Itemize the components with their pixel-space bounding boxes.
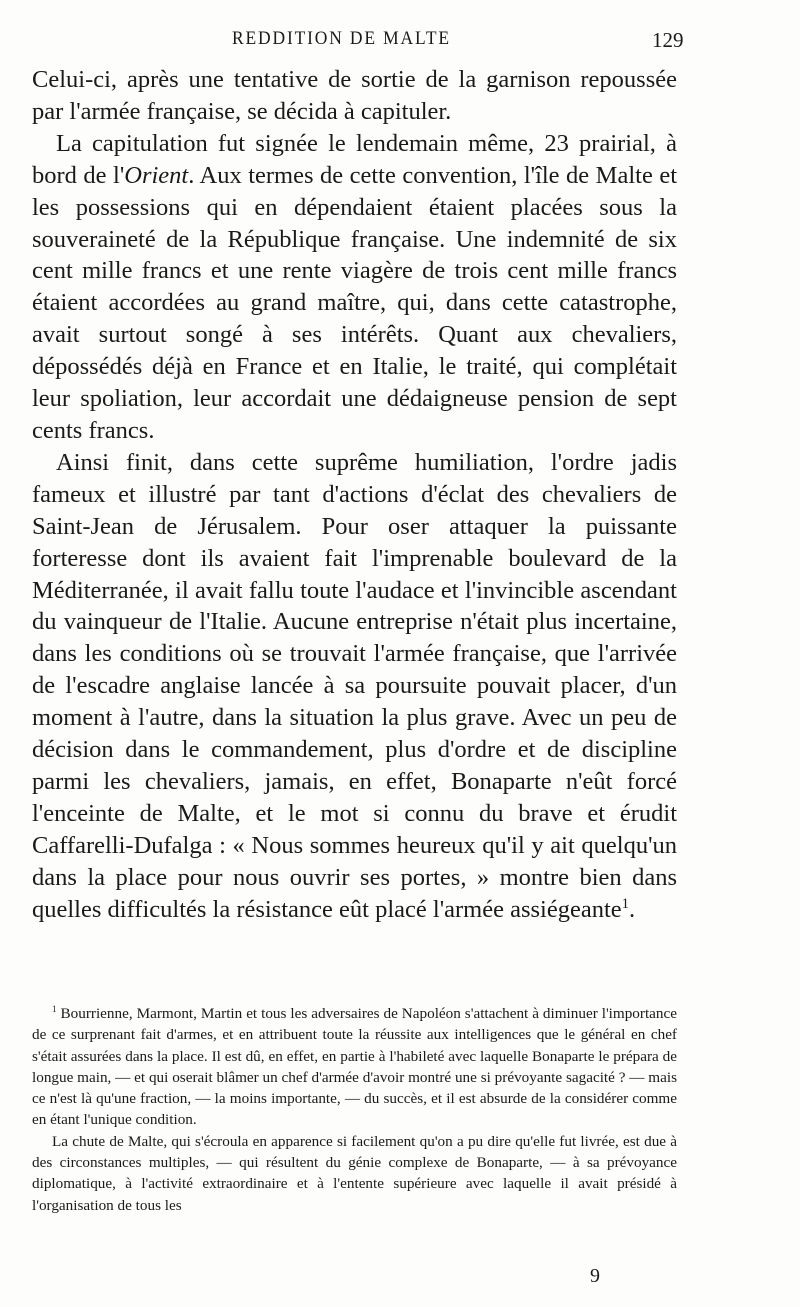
signature-mark: 9 [590,1265,600,1287]
page-header [32,28,684,58]
paragraph-3-end: . [629,895,636,923]
page-number: 129 [652,28,684,52]
footnote-reference: 1 [621,895,629,912]
footnote-1-text: Bourrienne, Marmont, Martin et tous les adversaires de Napoléon s'attachent à diminuer l'importance de ce surprenant fait d'armes, et en attribuent toute la réussite aux intelligences que le général en chef s'était assurées dans la place. Il est dû, en effet, en partie à l'habileté avec laquelle Bonaparte le prépara de longue main, — et qui oserait blâmer un chef d'armée d'avoir montré une si prévoyante sagacité ? — mais ce n'est là qu'une fraction, — la moins importante, — du succès, et il est absurde de la considérer comme en étant l'unique condition. [32,1005,677,1129]
running-title: REDDITION DE MALTE [232,28,451,49]
paragraph-2-part-1: La capitulation fut signée le lendemain même, 23 prairial, à bord de l' [32,129,677,189]
main-text [32,64,677,925]
footnote-2: La chute de Malte, qui s'écroula en apparence si facilement qu'on a pu dire qu'elle fut livrée, est due à des circonstances multiples, — qui résultent du génie complexe de Bonaparte, — à sa prévoyance diplomatique, à l'activité extraordinaire et à l'entente supérieure avec laquelle il avait présidé à l'organisation de tous les [32,1132,677,1214]
footnotes [32,1003,677,1216]
ship-name-italic: Orient [124,161,189,189]
footnote-1 [32,1003,677,1131]
paragraph-2 [32,128,677,447]
paragraph-2-part-2: . Aux termes de cette convention, l'île de Malte et les possessions qui en dépendaient étaient placées sous la souveraineté de la République française. Une indemnité de six cent mille francs et une rente viagère de trois cent mille francs étaient accordées au grand maître, qui, dans cette catastrophe, avait surtout songé à ses intérêts. Quant aux chevaliers, dépossédés déjà en France et en Italie, le traité, qui complétait leur spoliation, leur accordait une dédaigneuse pension de sept cents francs. [32,161,678,444]
footnote-1-marker: 1 [52,1003,57,1014]
paragraph-1: Celui-ci, après une tentative de sortie de la garnison repoussée par l'armée française, se décida à capituler. [32,66,677,125]
paragraph-3-text: Ainsi finit, dans cette suprême humiliation, l'ordre jadis fameux et illustré par tant d'actions d'éclat des chevaliers de Saint-Jean de Jérusalem. Pour oser attaquer la puissante forteresse dont ils avaient fait l'imprenable boulevard de la Méditerranée, il avait fallu toute l'audace et l'invincible ascendant du vainqueur de l'Italie. Aucune entreprise n'était plus incertaine, dans les conditions où se trouvait l'armée française, que l'arrivée de l'escadre anglaise lancée à sa poursuite pouvait placer, d'un moment à l'autre, dans la situation la plus grave. Avec un peu de décision dans le commandement, plus d'ordre et de discipline parmi les chevaliers, jamais, en effet, Bonaparte n'eût forcé l'enceinte de Malte, et le mot si connu du brave et érudit Caffarelli-Dufalga : « Nous sommes heureux qu'il y ait quelqu'un dans la place pour nous ouvrir ses portes, » montre bien dans quelles difficultés la résistance eût placé l'armée assiégeante [32,448,677,923]
paragraph-3 [32,447,677,926]
